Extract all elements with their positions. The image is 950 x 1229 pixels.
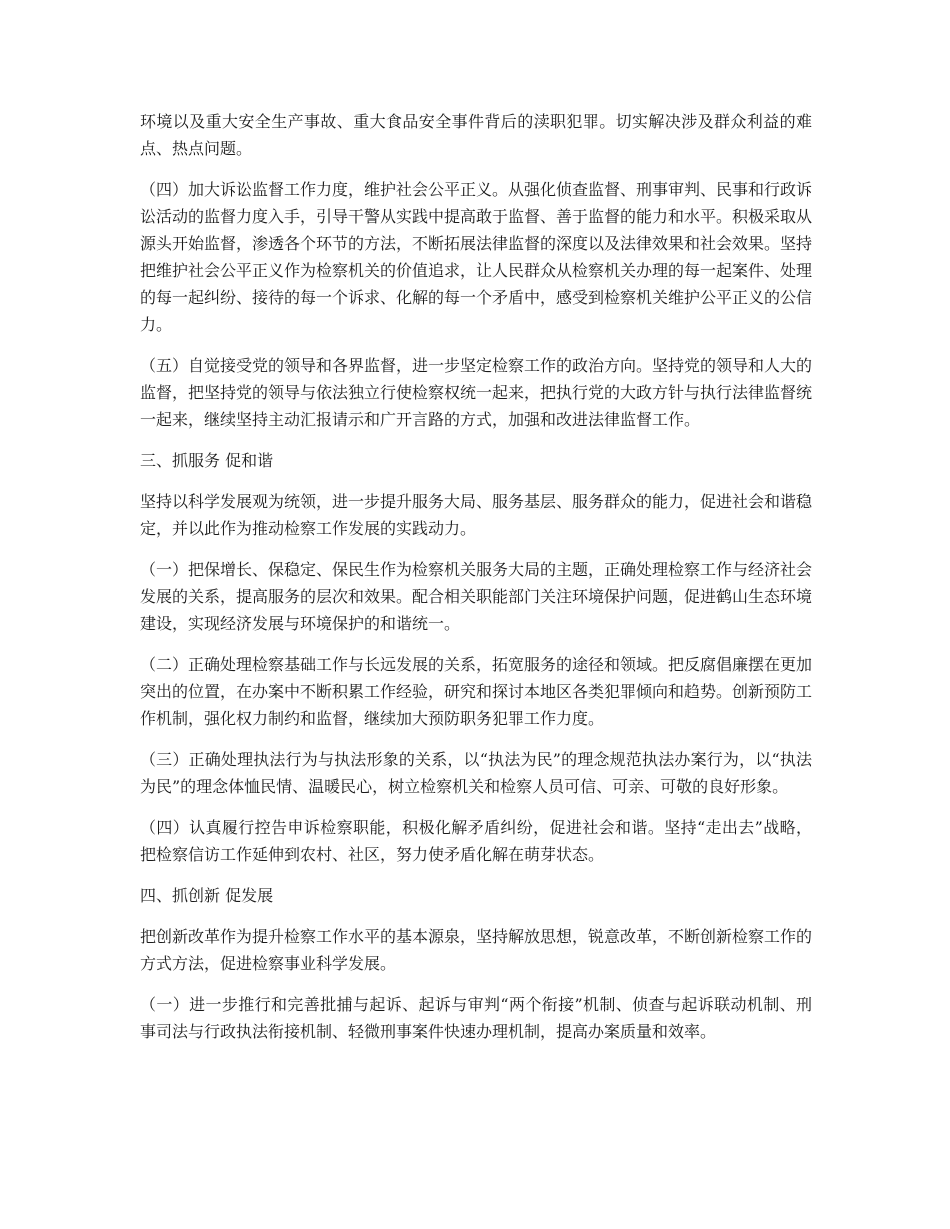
paragraph-service-2: （二）正确处理检察基础工作与长远发展的关系，拓宽服务的途径和领域。把反腐倡廉摆在更加突出的位置，在办案中不断积累工作经验，研究和探讨本地区各类犯罪倾向和趋势。创新预防工作机制，强化权力制约和监督，继续加大预防职务犯罪工作力度。 — [140, 655, 813, 728]
paragraph-env-crimes: 环境以及重大安全生产事故、重大食品安全事件背后的渎职犯罪。切实解决涉及群众利益的难点、热点问题。 — [140, 112, 812, 158]
paragraph-party-leadership: （五）自觉接受党的领导和各界监督，进一步坚定检察工作的政治方向。坚持党的领导和人大的监督，把坚持党的领导与依法独立行使检察权统一起来，把执行党的大政方针与执行法律监督统一起来，继续坚持主动汇报请示和广开言路的方式，加强和改进法律监督工作。 — [140, 356, 813, 429]
paragraph-service-3: （三）正确处理执法行为与执法形象的关系，以“执法为民”的理念规范执法办案行为，以“执法为民”的理念体恤民情、温暖民心，树立检察机关和检察人员可信、可亲、可敬的良好形象。 — [140, 750, 812, 796]
paragraph-service-4: （四）认真履行控告申诉检察职能，积极化解矛盾纠纷，促进社会和谐。坚持“走出去”战略，把检察信访工作延伸到农村、社区，努力使矛盾化解在萌芽状态。 — [140, 818, 812, 864]
paragraph-innovation-intro: 把创新改革作为提升检察工作水平的基本源泉，坚持解放思想，锐意改革，不断创新检察工作的方式方法，促进检察事业科学发展。 — [140, 927, 813, 973]
section-heading-innovation: 四、抓创新 促发展 — [140, 886, 274, 905]
paragraph-litigation-supervision: （四）加大诉讼监督工作力度，维护社会公平正义。从强化侦查监督、刑事审判、民事和行政诉讼活动的监督力度入手，引导干警从实践中提高敢于监督、善于监督的能力和水平。积极采取从源头开始监督，渗透各个环节的方法，不断拓展法律监督的深度以及法律效果和社会效果。坚持把维护社会公平正义作为检察机关的价值追求，让人民群众从检察机关办理的每一起案件、处理的每一起纠纷、接待的每一个诉求、化解的每一个矛盾中，感受到检察机关维护公平正义的公信力。 — [140, 180, 813, 334]
paragraph-service-1: （一）把保增长、保稳定、保民生作为检察机关服务大局的主题，正确处理检察工作与经济社会发展的关系，提高服务的层次和效果。配合相关职能部门关注环境保护问题，促进鹤山生态环境建设，实现经济发展与环境保护的和谐统一。 — [140, 560, 813, 633]
document-page — [140, 108, 812, 1059]
paragraph-service-intro: 坚持以科学发展观为统领，进一步提升服务大局、服务基层、服务群众的能力，促进社会和谐稳定，并以此作为推动检察工作发展的实践动力。 — [140, 492, 813, 538]
section-heading-service: 三、抓服务 促和谐 — [140, 451, 274, 470]
paragraph-innovation-1: （一）进一步推行和完善批捕与起诉、起诉与审判“两个衔接”机制、侦查与起诉联动机制、刑事司法与行政执法衔接机制、轻微刑事案件快速办理机制，提高办案质量和效率。 — [140, 995, 812, 1041]
